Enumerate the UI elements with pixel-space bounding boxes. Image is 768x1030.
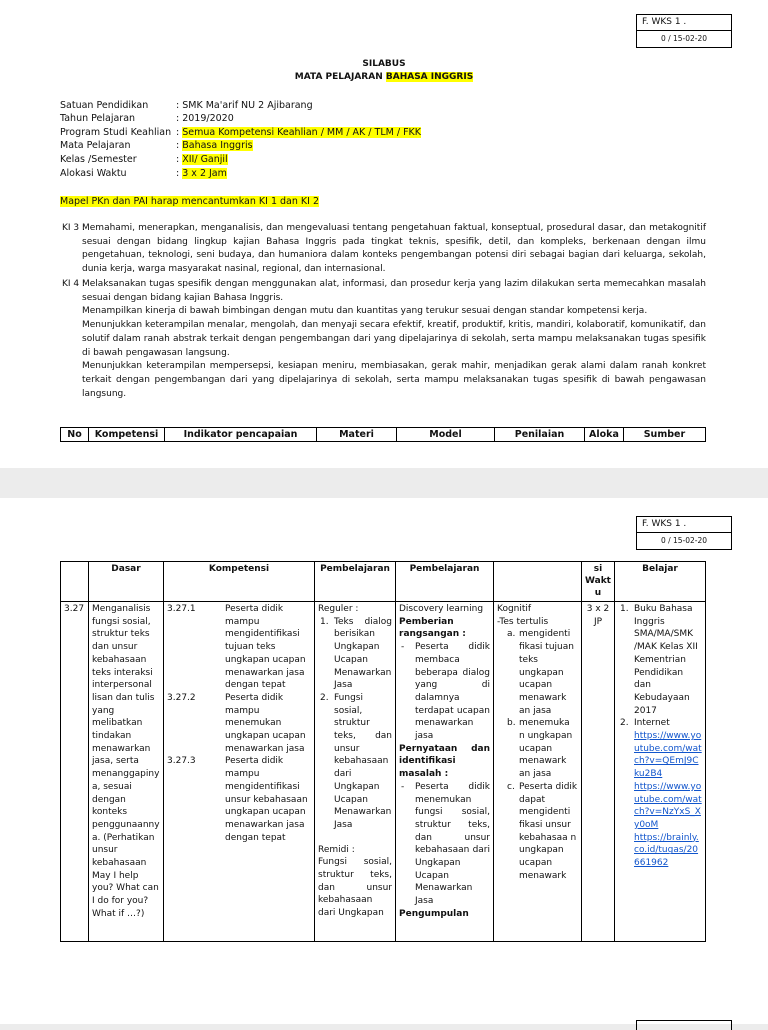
form-code: F. WKS 1 .: [637, 517, 731, 533]
document-page-2: [0, 498, 768, 1024]
table-row: [61, 602, 706, 942]
col-header: Model: [397, 428, 495, 442]
col-header: Pembelajaran: [396, 562, 494, 602]
document-title: SILABUS: [362, 59, 406, 69]
identity-row: Tahun Pelajaran : 2019/2020: [60, 113, 234, 124]
list-item: - Peserta didik membaca beberapa dialog yang di dalamnya terdapat ucapan menawarkan jasa: [401, 642, 490, 742]
col-header: No: [61, 428, 89, 442]
identity-row: Satuan Pendidikan : SMK Ma'arif NU 2 Ajibarang: [60, 100, 313, 111]
ki3-label: KI 3 :: [62, 223, 86, 233]
form-code-box: [636, 516, 732, 550]
alokasi-cell: 3 x 2 JP: [582, 602, 615, 942]
col-header: Materi: [317, 428, 397, 442]
materi-cell: Reguler : 1. Teks dialog berisikan Ungkapan Ucapan Menawarkan Jasa 2. Fungsi sosial, struktur teks, dan unsur kebahasaan dari Ungkapan Ucapan Menawarkan Jasa Remidi : Fungsi sosial, struktur teks, dan unsur kebahasaan dari Ungkapan: [315, 602, 396, 942]
identity-row: Mata Pelajaran : Bahasa Inggris: [60, 140, 253, 151]
kd-number: 3.27: [61, 602, 89, 942]
list-item: b. menemuka n ungkapan ucapan menawark an jasa: [507, 718, 573, 780]
col-header: Belajar: [615, 562, 706, 602]
identity-row: Alokasi Waktu : 3 x 2 Jam: [60, 168, 227, 179]
col-header: Aloka: [585, 428, 624, 442]
revision-date: 0 / 15-02-20: [660, 34, 708, 43]
ki4-paragraph: Menampilkan kinerja di bawah bimbingan dengan mutu dan kuantitas yang terukur sesuai dengan standar kompetensi kerja.: [82, 306, 648, 317]
col-header: [494, 562, 582, 602]
ki4-paragraph: Menunjukkan keterampilan mempersepsi, kesiapan meniru, membiasakan, gerak mahir, menjadikan gerak alami dalam ranah konkret terkait dengan pengembangan dari yang dipelajarinya di sekolah, serta mampu melaksanakan tugas spesifik di bawah pengawasan langsung.: [82, 361, 706, 399]
form-code-box: [636, 14, 732, 48]
youtube-link-1[interactable]: https://www.youtube.com/watch?v=QEmJ9Cku2B4: [634, 731, 702, 780]
identity-row: Kelas /Semester : XII/ Ganjil: [60, 154, 228, 165]
list-item: 1. Buku Bahasa Inggris SMA/MA/SMK /MAK Kelas XII Kementrian Pendidikan dan Kebudayaan 2017: [620, 604, 698, 716]
highlight-note: Mapel PKn dan PAI harap mencantumkan KI 1 dan KI 2: [60, 196, 319, 207]
form-code-box-next: [636, 1020, 732, 1030]
list-item: 3.27.2 Peserta didik mampu menemukan ungkapan ucapan menawarkan jasa: [167, 692, 306, 754]
brainly-link[interactable]: https://brainly.co.id/tugas/20661962: [634, 832, 699, 869]
syllabus-table-header: [60, 427, 706, 442]
col-header: Sumber: [623, 428, 705, 442]
col-header: Dasar: [89, 562, 164, 602]
subject-title: MATA PELAJARAN BAHASA INGGRIS: [294, 72, 474, 82]
list-item: a. mengidenti fikasi tujuan teks ungkapan ucapan menawark an jasa: [507, 629, 574, 716]
model-cell: Discovery learning Pemberian rangsangan : - Peserta didik membaca beberapa dialog yang di dalamnya terdapat ucapan menawarkan jasa Pernyataan dan identifikasi masalah : - Peserta didik menemukan fungsi sosial, struktur teks, dan unsur kebahasaan dari Ungkapan Ucapan Menawarkan Jasa Pengumpulan: [396, 602, 494, 942]
col-header: Pembelajaran: [315, 562, 396, 602]
form-code: F. WKS 1 .: [637, 15, 731, 31]
kd-text: Menganalisis fungsi sosial, struktur teks dan unsur kebahasaan teks interaksi interpersonal lisan dan tulis yang melibatkan tindakan menawarkan jasa, serta menanggapiny a, sesuai dengan konteks penggunaanny a. (Perhatikan unsur kebahasaan May I help you? What can I do for you? What if …?): [89, 602, 164, 942]
col-header: si Wakt u: [582, 562, 615, 602]
col-header: Kompetensi: [164, 562, 315, 602]
ki4-label: KI 4 :: [62, 279, 86, 289]
list-item: - Peserta didik menemukan fungsi sosial, struktur teks, dan unsur kebahasaan dari Ungkapan Ucapan Menawarkan Jasa: [401, 781, 490, 907]
list-item: 1. Teks dialog berisikan Ungkapan Ucapan Menawarkan Jasa: [320, 616, 392, 691]
col-header: Indikator pencapaian: [165, 428, 317, 442]
col-header: Penilaian: [495, 428, 585, 442]
col-header: Kompetensi: [89, 428, 165, 442]
syllabus-table: [60, 561, 706, 942]
col-header: [61, 562, 89, 602]
document-page-1: [0, 0, 768, 468]
sumber-cell: [615, 602, 706, 942]
youtube-link-2[interactable]: https://www.youtube.com/watch?v=NzYxS_Xy0oM: [634, 781, 702, 830]
ki4-paragraph: Menunjukkan keterampilan menalar, mengolah, dan menyaji secara efektif, kreatif, produktif, kritis, mandiri, kolaboratif, komunikatif, dan solutif dalam ranah abstrak terkait dengan pengembangan dari yang dipelajarinya di sekolah, serta mampu melaksanakan tugas spesifik di bawah pengawasan langsung.: [82, 320, 706, 358]
revision-date: 0 / 15-02-20: [660, 536, 708, 545]
list-item: c. Peserta didik dapat mengidenti fikasi unsur kebahasaa n ungkapan ucapan menawark: [507, 781, 578, 881]
list-item: 2. Fungsi sosial, struktur teks, dan unsur kebahasaan dari Ungkapan Ucapan Menawarkan Jasa: [320, 692, 392, 830]
ki4-paragraph: Melaksanakan tugas spesifik dengan menggunakan alat, informasi, dan prosedur kerja yang lazim dilakukan serta memecahkan masalah sesuai dengan bidang kajian Bahasa Inggris.: [82, 279, 706, 303]
list-item: 3.27.1 Peserta didik mampu mengidentifikasi tujuan teks ungkapan ucapan menawarkan jasa dengan tepat: [167, 604, 306, 691]
list-item: 3.27.3 Peserta didik mampu mengidentifikasi unsur kebahasaan ungkapan ucapan menawarkan jasa dengan tepat: [167, 756, 308, 843]
identity-row: Program Studi Keahlian : Semua Kompetensi Keahlian / MM / AK / TLM / FKK: [60, 127, 421, 138]
indicator-cell: [164, 602, 315, 942]
ki3-text: Memahami, menerapkan, menganalisis, dan mengevaluasi tentang pengetahuan faktual, konseptual, prosedural dasar, dan metakognitif sesuai dengan bidang lingkup kajian Bahasa Inggris pada tingkat teknis, spesifik, detil, dan kompleks, berkenaan dengan ilmu pengetahuan, teknologi, seni budaya, dan humaniora dalam konteks pengembangan potensi diri sebagai bagian dari keluarga, sekolah, dunia kerja, warga masyarakat nasinal, regional, dan internasional.: [82, 223, 706, 275]
penilaian-cell: Kognitif -Tes tertulis a. mengidenti fikasi tujuan teks ungkapan ucapan menawark an jasa b. menemuka n ungkapan ucapan menawark an jasa c. Peserta didik dapat mengidenti fikasi unsur kebahasaa n ungkapan ucapan menawark: [494, 602, 582, 942]
list-item: 2. Internet https://www.youtube.com/watch?v=QEmJ9Cku2B4 https://www.youtube.com/watch?v=NzYxS_Xy0oM https://brainly.co.id/tugas/20661962: [620, 718, 702, 869]
